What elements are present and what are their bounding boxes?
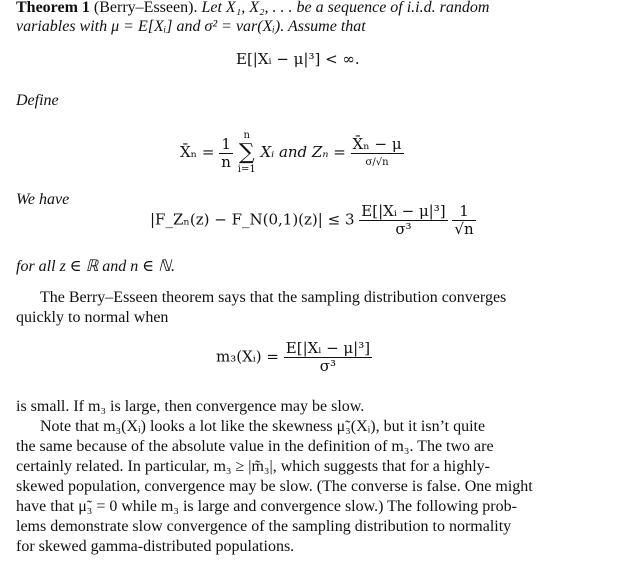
summation xyxy=(238,130,256,176)
theorem-line-1-text: Let X₁, X₂, . . . be a sequence of i.i.d. random xyxy=(201,0,490,16)
xbar-lhs: X̄ₙ = xyxy=(180,143,215,161)
for-all-line: for all z ∈ ℝ and n ∈ ℕ. xyxy=(16,258,175,275)
sum-symbol: ∑ xyxy=(238,140,255,165)
m3-den: σ³ xyxy=(319,357,337,375)
bound-den2: √n xyxy=(454,220,474,238)
theorem-heading: Theorem 1 xyxy=(16,0,90,16)
m3-lhs: m₃(Xᵢ) = xyxy=(216,347,279,366)
define-label: Define xyxy=(16,92,59,109)
fraction-root-n xyxy=(452,203,475,238)
para2-line-7: lems demonstrate slow convergence of the sampling distribution to normality xyxy=(16,518,512,535)
equation-define xyxy=(180,130,404,176)
para2-line-3: the same because of the absolute value in the definition of m₃. The two are xyxy=(16,438,494,455)
para2-line-6: have that μ̃₃ = 0 while m₃ is large and convergence slow.) The following prob- xyxy=(16,498,517,515)
para2-line-4: certainly related. In particular, m₃ ≥ |m̃₃|, which suggests that for a highly- xyxy=(16,458,491,475)
equation-m3 xyxy=(216,340,372,375)
bound-num2: 1 xyxy=(452,203,475,221)
m3-num: E[|Xᵢ − μ|³] xyxy=(285,339,371,357)
bound-num: E[|Xᵢ − μ|³] xyxy=(361,202,446,220)
bound-lhs: |F_Zₙ(z) − F_N(0,1)(z)| ≤ 3 xyxy=(150,210,355,229)
after-sum: Xᵢ and Zₙ = xyxy=(260,143,346,161)
para2-line-5: skewed population, convergence may be slow. (The converse is false. One might xyxy=(16,478,533,495)
sum-lower: i=1 xyxy=(237,164,256,175)
theorem-name: (Berry–Esseen). xyxy=(93,0,198,16)
z-den: σ/√n xyxy=(365,156,389,168)
z-num: X̄ₙ − μ xyxy=(352,134,402,153)
equation-bound xyxy=(150,203,476,238)
para2-line-2: Note that m₃(Xᵢ) looks a lot like the skewness μ̃₃(Xᵢ), but it isn’t quite xyxy=(40,418,486,435)
fraction-m3 xyxy=(284,340,372,375)
theorem-line-1 xyxy=(16,0,489,18)
frac-den: n xyxy=(221,152,231,171)
para1-line-1: The Berry–Esseen theorem says that the sampling distribution converges xyxy=(40,289,507,306)
equation-assumption: E[|Xᵢ − μ|³] < ∞. xyxy=(236,50,360,68)
sum-upper: n xyxy=(243,130,250,141)
para2-line-8: for skewed gamma-distributed populations. xyxy=(16,538,295,555)
para1-line-2: quickly to normal when xyxy=(16,309,169,326)
we-have-label: We have xyxy=(16,191,70,208)
fraction-one-over-n xyxy=(219,136,233,171)
frac-num: 1 xyxy=(219,136,233,154)
fraction-moment xyxy=(359,203,447,238)
theorem-line-2: variables with μ = E[Xᵢ] and σ² = var(Xᵢ). Assume that xyxy=(16,18,366,35)
para2-line-1: is small. If m₃ is large, then convergence may be slow. xyxy=(16,398,365,415)
fraction-z xyxy=(351,136,404,171)
bound-den: σ³ xyxy=(395,220,412,238)
